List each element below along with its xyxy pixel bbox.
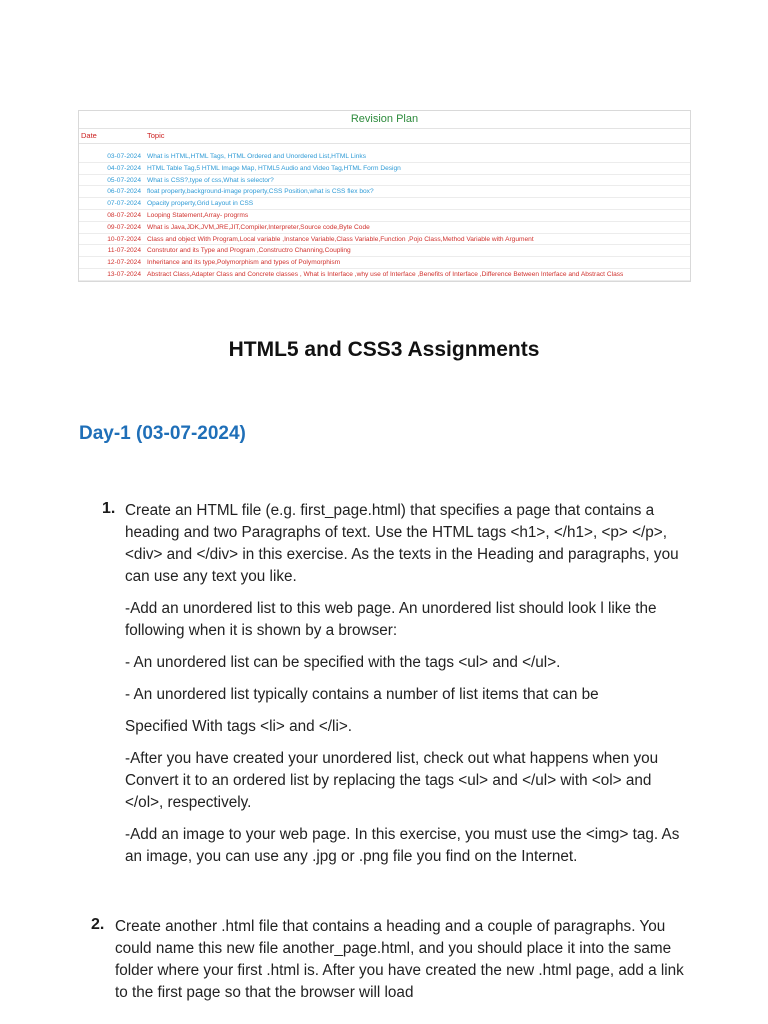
row-topic: float property,background-image property,CSS Position,what is CSS flex box?	[147, 188, 374, 196]
row-date: 05-07-2024	[107, 176, 141, 184]
row-date: 09-07-2024	[107, 223, 141, 231]
row-date: 06-07-2024	[107, 188, 141, 196]
item-1-paragraph-4: - An unordered list typically contains a number of list items that can be	[125, 686, 599, 703]
table-row	[79, 234, 690, 246]
row-date: 03-07-2024	[107, 153, 141, 160]
item-1-paragraph-7: -Add an image to your web page. In this exercise, you must use the <img> tag. As an image, you can use any .jpg or .png file you find on the Internet.	[125, 826, 680, 865]
item-1-number: 1.	[102, 500, 116, 517]
item-1-paragraph-6: -After you have created your unordered list, check out what happens when you Convert it to an ordered list by replacing the tags <ul> and </ul> with <ol> and </ol>, respectively.	[125, 750, 659, 811]
date-column-header: Date	[81, 131, 97, 140]
document-title: HTML5 and CSS3 Assignments	[228, 338, 540, 361]
item-1-paragraph-5: Specified With tags <li> and </li>.	[125, 718, 353, 735]
table-row	[79, 210, 690, 222]
item-1	[125, 500, 691, 868]
table-row	[79, 222, 690, 234]
row-date: 13-07-2024	[107, 270, 141, 278]
revision-plan-title: Revision Plan	[79, 111, 690, 129]
row-topic: What is Java,JDK,JVM,JRE,JIT,Compiler,Interpreter,Source code,Byte Code	[147, 223, 370, 231]
row-topic: What is CSS?,type of css,What is selector?	[147, 176, 274, 184]
table-row	[79, 269, 690, 281]
row-date: 04-07-2024	[107, 164, 141, 172]
row-date: 11-07-2024	[107, 247, 141, 255]
row-topic: What is HTML,HTML Tags, HTML Ordered and Unordered List,HTML Links	[147, 153, 367, 160]
row-topic: Construtor and its Type and Program ,Constructro Channing,Coupling	[147, 247, 351, 255]
item-1-paragraph-3: - An unordered list can be specified with the tags <ul> and </ul>.	[125, 654, 561, 671]
revision-plan-table	[78, 110, 691, 282]
revision-plan-header	[79, 129, 690, 144]
table-row	[79, 151, 690, 163]
table-row	[79, 186, 690, 198]
item-1-paragraph-2: -Add an unordered list to this web page. An unordered list should look l like the following when it is shown by a browser:	[125, 600, 657, 639]
day-heading: Day-1 (03-07-2024)	[79, 423, 246, 444]
row-topic: HTML Table Tag,5 HTML Image Map, HTML5 Audio and Video Tag,HTML Form Design	[147, 164, 401, 172]
item-2-paragraph-1: Create another .html file that contains a heading and a couple of paragraphs. You could name this new file another_page.html, and you should place it into the same folder where your first .html is. After you have created the new .html page, add a link to the first page so that the browser will load	[115, 918, 684, 1001]
row-topic: Looping Statement,Array- progrms	[147, 211, 249, 219]
item-1-paragraph-1: Create an HTML file (e.g. first_page.html) that specifies a page that contains a heading and two Paragraphs of text. Use the HTML tags <h1>, </h1>, <p> </p>,<div> and </div> in this exercise. As the texts in the Heading and paragraphs, you can use any text you like.	[125, 502, 679, 585]
table-spacer-row	[79, 144, 690, 151]
row-date: 12-07-2024	[107, 259, 141, 267]
table-row	[79, 163, 690, 175]
item-2	[115, 916, 695, 1004]
row-topic: Opacity property,Grid Layout in CSS	[147, 200, 254, 208]
row-topic: Class and object With Program,Local variable ,Instance Variable,Class Variable,Function ,Pojo Class,Method Variable with Argument	[147, 235, 534, 243]
row-date: 10-07-2024	[107, 235, 141, 243]
row-topic: Inheritance and its type,Polymorphism and types of Polymorphism	[147, 259, 341, 267]
item-2-number: 2.	[91, 916, 105, 933]
row-date: 08-07-2024	[107, 211, 141, 219]
row-date: 07-07-2024	[107, 200, 141, 208]
row-topic: Abstract Class,Adapter Class and Concrete classes , What is Interface ,why use of Interface ,Benefits of Interface ,Difference Between Interface and Abstract Class	[147, 270, 624, 278]
table-row	[79, 245, 690, 257]
table-row	[79, 175, 690, 187]
topic-column-header: Topic	[147, 131, 165, 140]
table-row	[79, 198, 690, 210]
table-row	[79, 257, 690, 269]
